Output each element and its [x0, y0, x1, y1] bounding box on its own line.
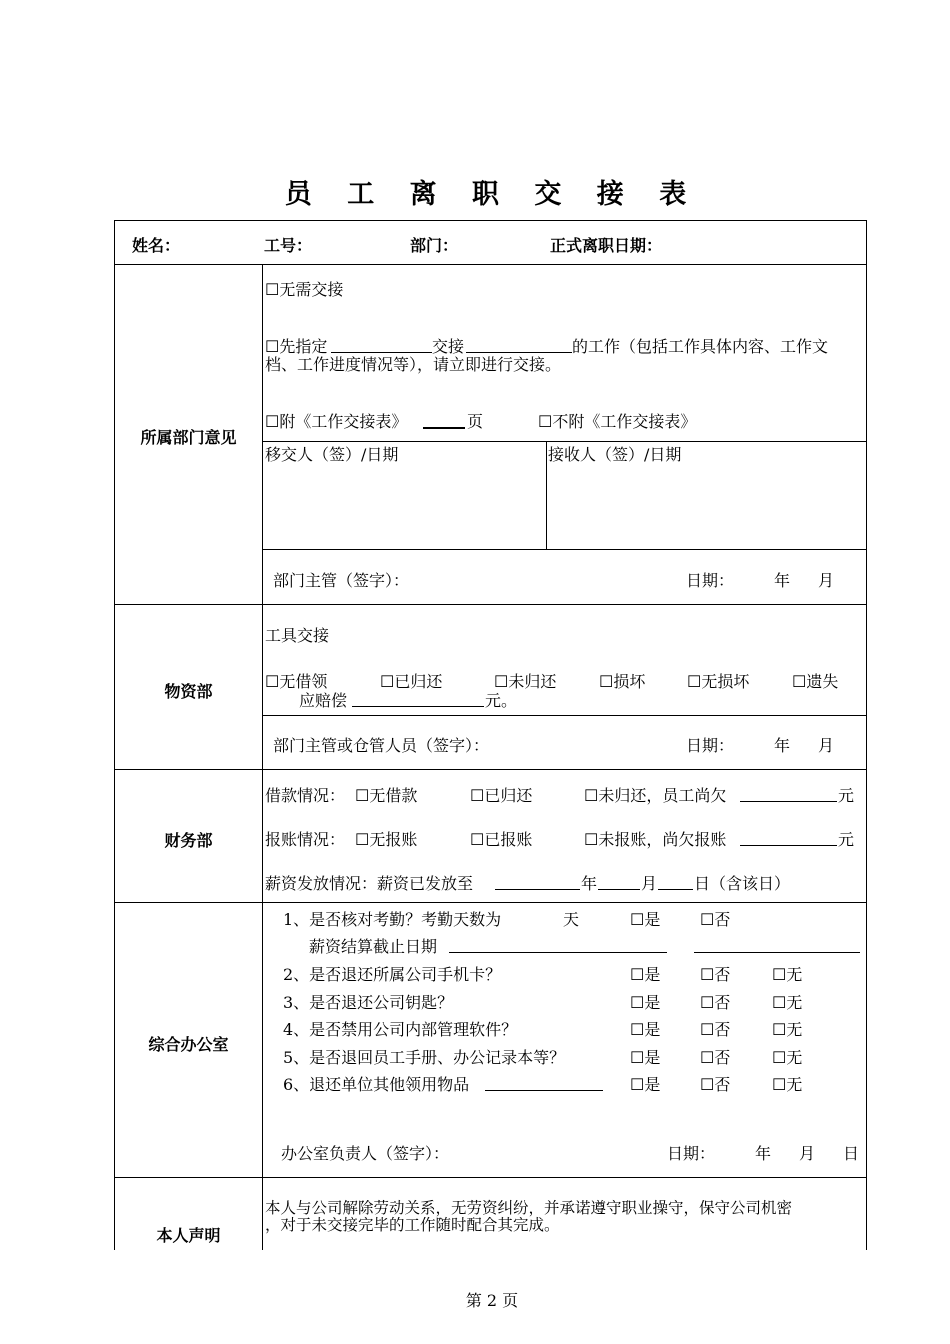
resign-date-label: 正式离职日期：	[550, 236, 663, 255]
salary-cutoff-blank[interactable]	[449, 952, 667, 953]
q6-yes-checkbox[interactable]: ☐是	[630, 1075, 661, 1094]
statement-section-label: 本人声明	[156, 1226, 221, 1245]
dept-date-label: 日期：	[686, 571, 735, 590]
materials-year-label: 年	[774, 736, 791, 755]
q6-no-checkbox[interactable]: ☐否	[700, 1075, 731, 1094]
statement-line1: 本人与公司解除劳动关系，无劳资纠纷，并承诺遵守职业操守，保守公司机密	[265, 1199, 793, 1217]
tool-handover-label: 工具交接	[265, 626, 330, 645]
q4-none-checkbox[interactable]: ☐无	[772, 1020, 803, 1039]
office-year-label: 年	[755, 1144, 772, 1163]
q2-phone-card: 2、是否退还所属公司手机卡？	[283, 965, 502, 984]
no-attach-checkbox[interactable]: ☐不附《工作交接表》	[538, 412, 697, 431]
attach-pages-blank[interactable]	[423, 427, 465, 429]
q1-salary-cutoff: 薪资结算截止日期	[309, 937, 438, 956]
q6-none-checkbox[interactable]: ☐无	[772, 1075, 803, 1094]
q3-none-checkbox[interactable]: ☐无	[772, 993, 803, 1012]
q2-yes-checkbox[interactable]: ☐是	[630, 965, 661, 984]
page-number: 第 2 页	[465, 1291, 519, 1310]
employee-id-label: 工号：	[264, 236, 313, 255]
office-date-label: 日期：	[667, 1144, 716, 1163]
salary-day-blank[interactable]	[658, 889, 693, 890]
q1-no-checkbox[interactable]: ☐否	[700, 910, 731, 929]
no-borrow-checkbox[interactable]: ☐无借领	[265, 672, 328, 691]
q1-yes-checkbox[interactable]: ☐是	[630, 910, 661, 929]
materials-date-label: 日期：	[686, 736, 735, 755]
reimburse-owed-blank[interactable]	[740, 845, 837, 846]
q2-none-checkbox[interactable]: ☐无	[772, 965, 803, 984]
office-section-label: 综合办公室	[148, 1035, 229, 1054]
q2-no-checkbox[interactable]: ☐否	[700, 965, 731, 984]
compensation-blank[interactable]	[352, 706, 484, 707]
reimburse-owed-checkbox[interactable]: ☐未报账，尚欠报账	[584, 830, 727, 849]
lost-checkbox[interactable]: ☐遗失	[792, 672, 839, 691]
returned-checkbox[interactable]: ☐已归还	[380, 672, 443, 691]
q3-keys: 3、是否退还公司钥匙？	[283, 993, 454, 1012]
no-loan-checkbox[interactable]: ☐无借款	[355, 786, 418, 805]
assign-suffix: 的工作（包括工作具体内容、工作文	[572, 337, 829, 356]
no-damage-checkbox[interactable]: ☐无损坏	[687, 672, 750, 691]
salary-year-blank[interactable]	[495, 889, 580, 890]
q5-none-checkbox[interactable]: ☐无	[772, 1048, 803, 1067]
dept-supervisor-sign[interactable]: 部门主管（签字）：	[273, 571, 410, 590]
loan-owed-checkbox[interactable]: ☐未归还，员工尚欠	[584, 786, 727, 805]
reimbursed-checkbox[interactable]: ☐已报账	[470, 830, 533, 849]
no-handover-checkbox[interactable]: ☐无需交接	[265, 280, 344, 299]
loan-label: 借款情况：	[265, 786, 346, 805]
compensation-prefix: 应赔偿	[299, 691, 348, 710]
salary-month-blank[interactable]	[598, 889, 640, 890]
q4-yes-checkbox[interactable]: ☐是	[630, 1020, 661, 1039]
q5-handbook: 5、是否退回员工手册、办公记录本等？	[283, 1048, 566, 1067]
finance-section-label: 财务部	[164, 831, 213, 850]
assign-line2: 档、工作进度情况等），请立即进行交接。	[265, 355, 562, 374]
reimburse-label: 报账情况：	[265, 830, 346, 849]
handover-person-sign[interactable]: 移交人（签）/日期	[265, 445, 399, 464]
salary-cutoff-extra-blank[interactable]	[694, 952, 860, 953]
materials-section-label: 物资部	[164, 682, 213, 701]
attach-pages-unit: 页	[467, 412, 484, 431]
salary-month-unit: 月	[641, 874, 658, 893]
loan-returned-checkbox[interactable]: ☐已归还	[470, 786, 533, 805]
office-month-label: 月	[799, 1144, 816, 1163]
office-day-label: 日	[843, 1144, 860, 1163]
dept-section-label: 所属部门意见	[140, 428, 237, 447]
materials-supervisor-sign[interactable]: 部门主管或仓管人员（签字）：	[273, 736, 490, 755]
salary-year-unit: 年	[581, 874, 598, 893]
compensation-unit: 元。	[485, 691, 518, 710]
damaged-checkbox[interactable]: ☐损坏	[599, 672, 646, 691]
other-items-blank[interactable]	[485, 1090, 603, 1091]
q5-no-checkbox[interactable]: ☐否	[700, 1048, 731, 1067]
loan-unit: 元	[838, 786, 855, 805]
salary-day-unit: 日（含该日）	[694, 874, 791, 893]
q4-no-checkbox[interactable]: ☐否	[700, 1020, 731, 1039]
assign-mid: 交接	[432, 337, 465, 356]
q3-no-checkbox[interactable]: ☐否	[700, 993, 731, 1012]
q5-yes-checkbox[interactable]: ☐是	[630, 1048, 661, 1067]
not-returned-checkbox[interactable]: ☐未归还	[494, 672, 557, 691]
q4-software: 4、是否禁用公司内部管理软件？	[283, 1020, 518, 1039]
office-head-sign[interactable]: 办公室负责人（签字）：	[281, 1144, 450, 1163]
materials-month-label: 月	[818, 736, 835, 755]
receiver-person-sign[interactable]: 接收人（签）/日期	[548, 445, 682, 464]
attach-checkbox[interactable]: ☐附《工作交接表》	[265, 412, 408, 431]
q6-other-items: 6、退还单位其他领用物品	[283, 1075, 470, 1094]
department-label: 部门：	[410, 236, 459, 255]
loan-owed-blank[interactable]	[740, 801, 837, 802]
q1-attendance: 1、是否核对考勤？考勤天数为	[283, 910, 502, 929]
reimburse-unit: 元	[838, 830, 855, 849]
salary-label: 薪资发放情况：薪资已发放至	[265, 874, 474, 893]
q1-unit: 天	[563, 910, 580, 929]
dept-month-label: 月	[818, 571, 835, 590]
q3-yes-checkbox[interactable]: ☐是	[630, 993, 661, 1012]
assign-prefix[interactable]: ☐先指定	[265, 337, 328, 356]
statement-line2: ，对于未交接完毕的工作随时配合其完成。	[265, 1216, 560, 1234]
no-reimburse-checkbox[interactable]: ☐无报账	[355, 830, 418, 849]
dept-year-label: 年	[774, 571, 791, 590]
name-label: 姓名：	[132, 236, 181, 255]
page-title: 员 工 离 职 交 接 表	[284, 179, 700, 210]
